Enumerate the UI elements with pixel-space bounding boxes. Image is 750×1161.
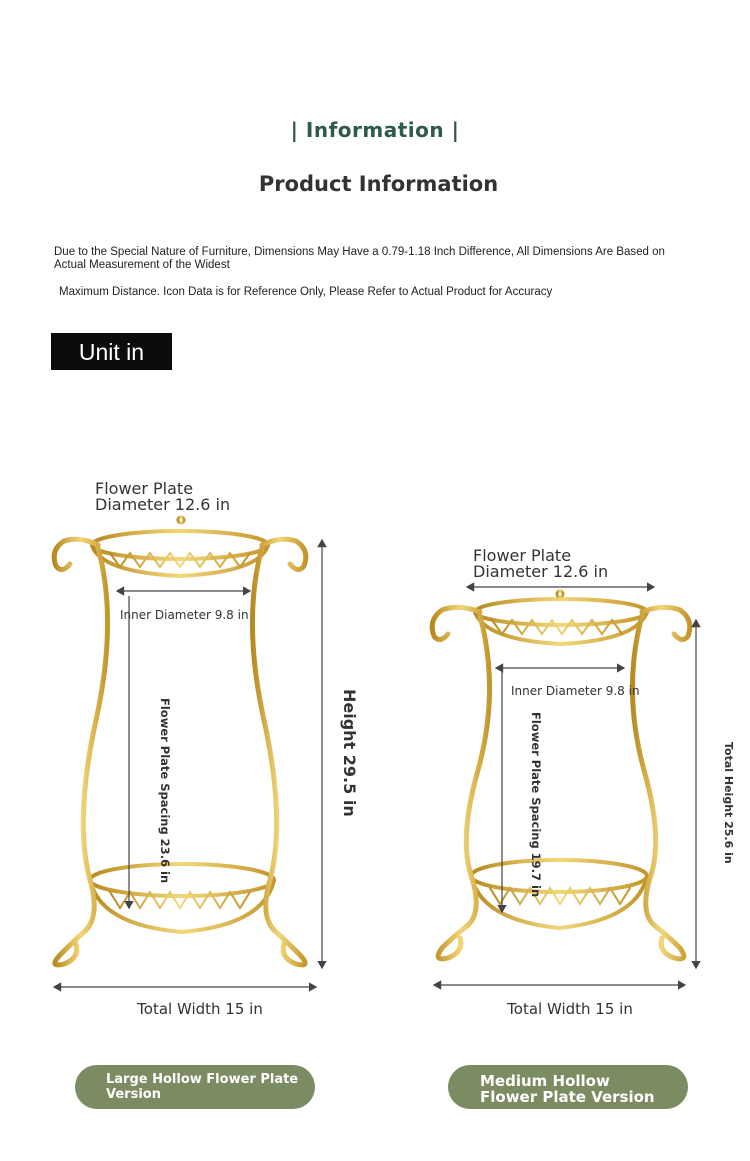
section-label: | Information | [290,118,460,142]
large-version-pill [75,1065,315,1109]
large-plate-label-line2: Diameter 12.6 in [95,495,231,514]
large-stand-illustration [54,517,306,965]
large-version-line1: Large Hollow Flower Plate [106,1072,299,1087]
unit-badge: Unit in [51,333,172,370]
medium-version-pill [448,1065,688,1109]
medium-stand-illustration [432,591,690,959]
large-plate-label-line1: Flower Plate [95,479,194,498]
medium-height-label: Total Height 25.6 in [722,742,735,864]
large-version-line2: Version [106,1087,161,1102]
large-inner-diameter-label: Inner Diameter 9.8 in [120,608,249,622]
large-total-width-label: Total Width 15 in [137,1000,263,1018]
note-line-3: Maximum Distance. Icon Data is for Reference Only, Please Refer to Actual Product for Accuracy [59,286,553,298]
medium-inner-diameter-label: Inner Diameter 9.8 in [511,684,640,698]
medium-total-width-label: Total Width 15 in [507,1000,633,1018]
medium-plate-label-line2: Diameter 12.6 in [473,562,609,581]
medium-version-line2: Flower Plate Version [480,1088,655,1106]
medium-version-line1: Medium Hollow [480,1072,610,1090]
large-spacing-label: Flower Plate Spacing 23.6 in [158,698,172,884]
medium-plate-label-line1: Flower Plate [473,546,572,565]
note-line-1: Due to the Special Nature of Furniture, Dimensions May Have a 0.79-1.18 Inch Difference, All Dimensions Are Based on [54,246,665,258]
large-height-label: Height 29.5 in [340,689,359,817]
note-line-2: Actual Measurement of the Widest [54,259,230,271]
medium-spacing-label: Flower Plate Spacing 19.7 in [529,712,543,898]
page-title: Product Information [258,172,499,196]
